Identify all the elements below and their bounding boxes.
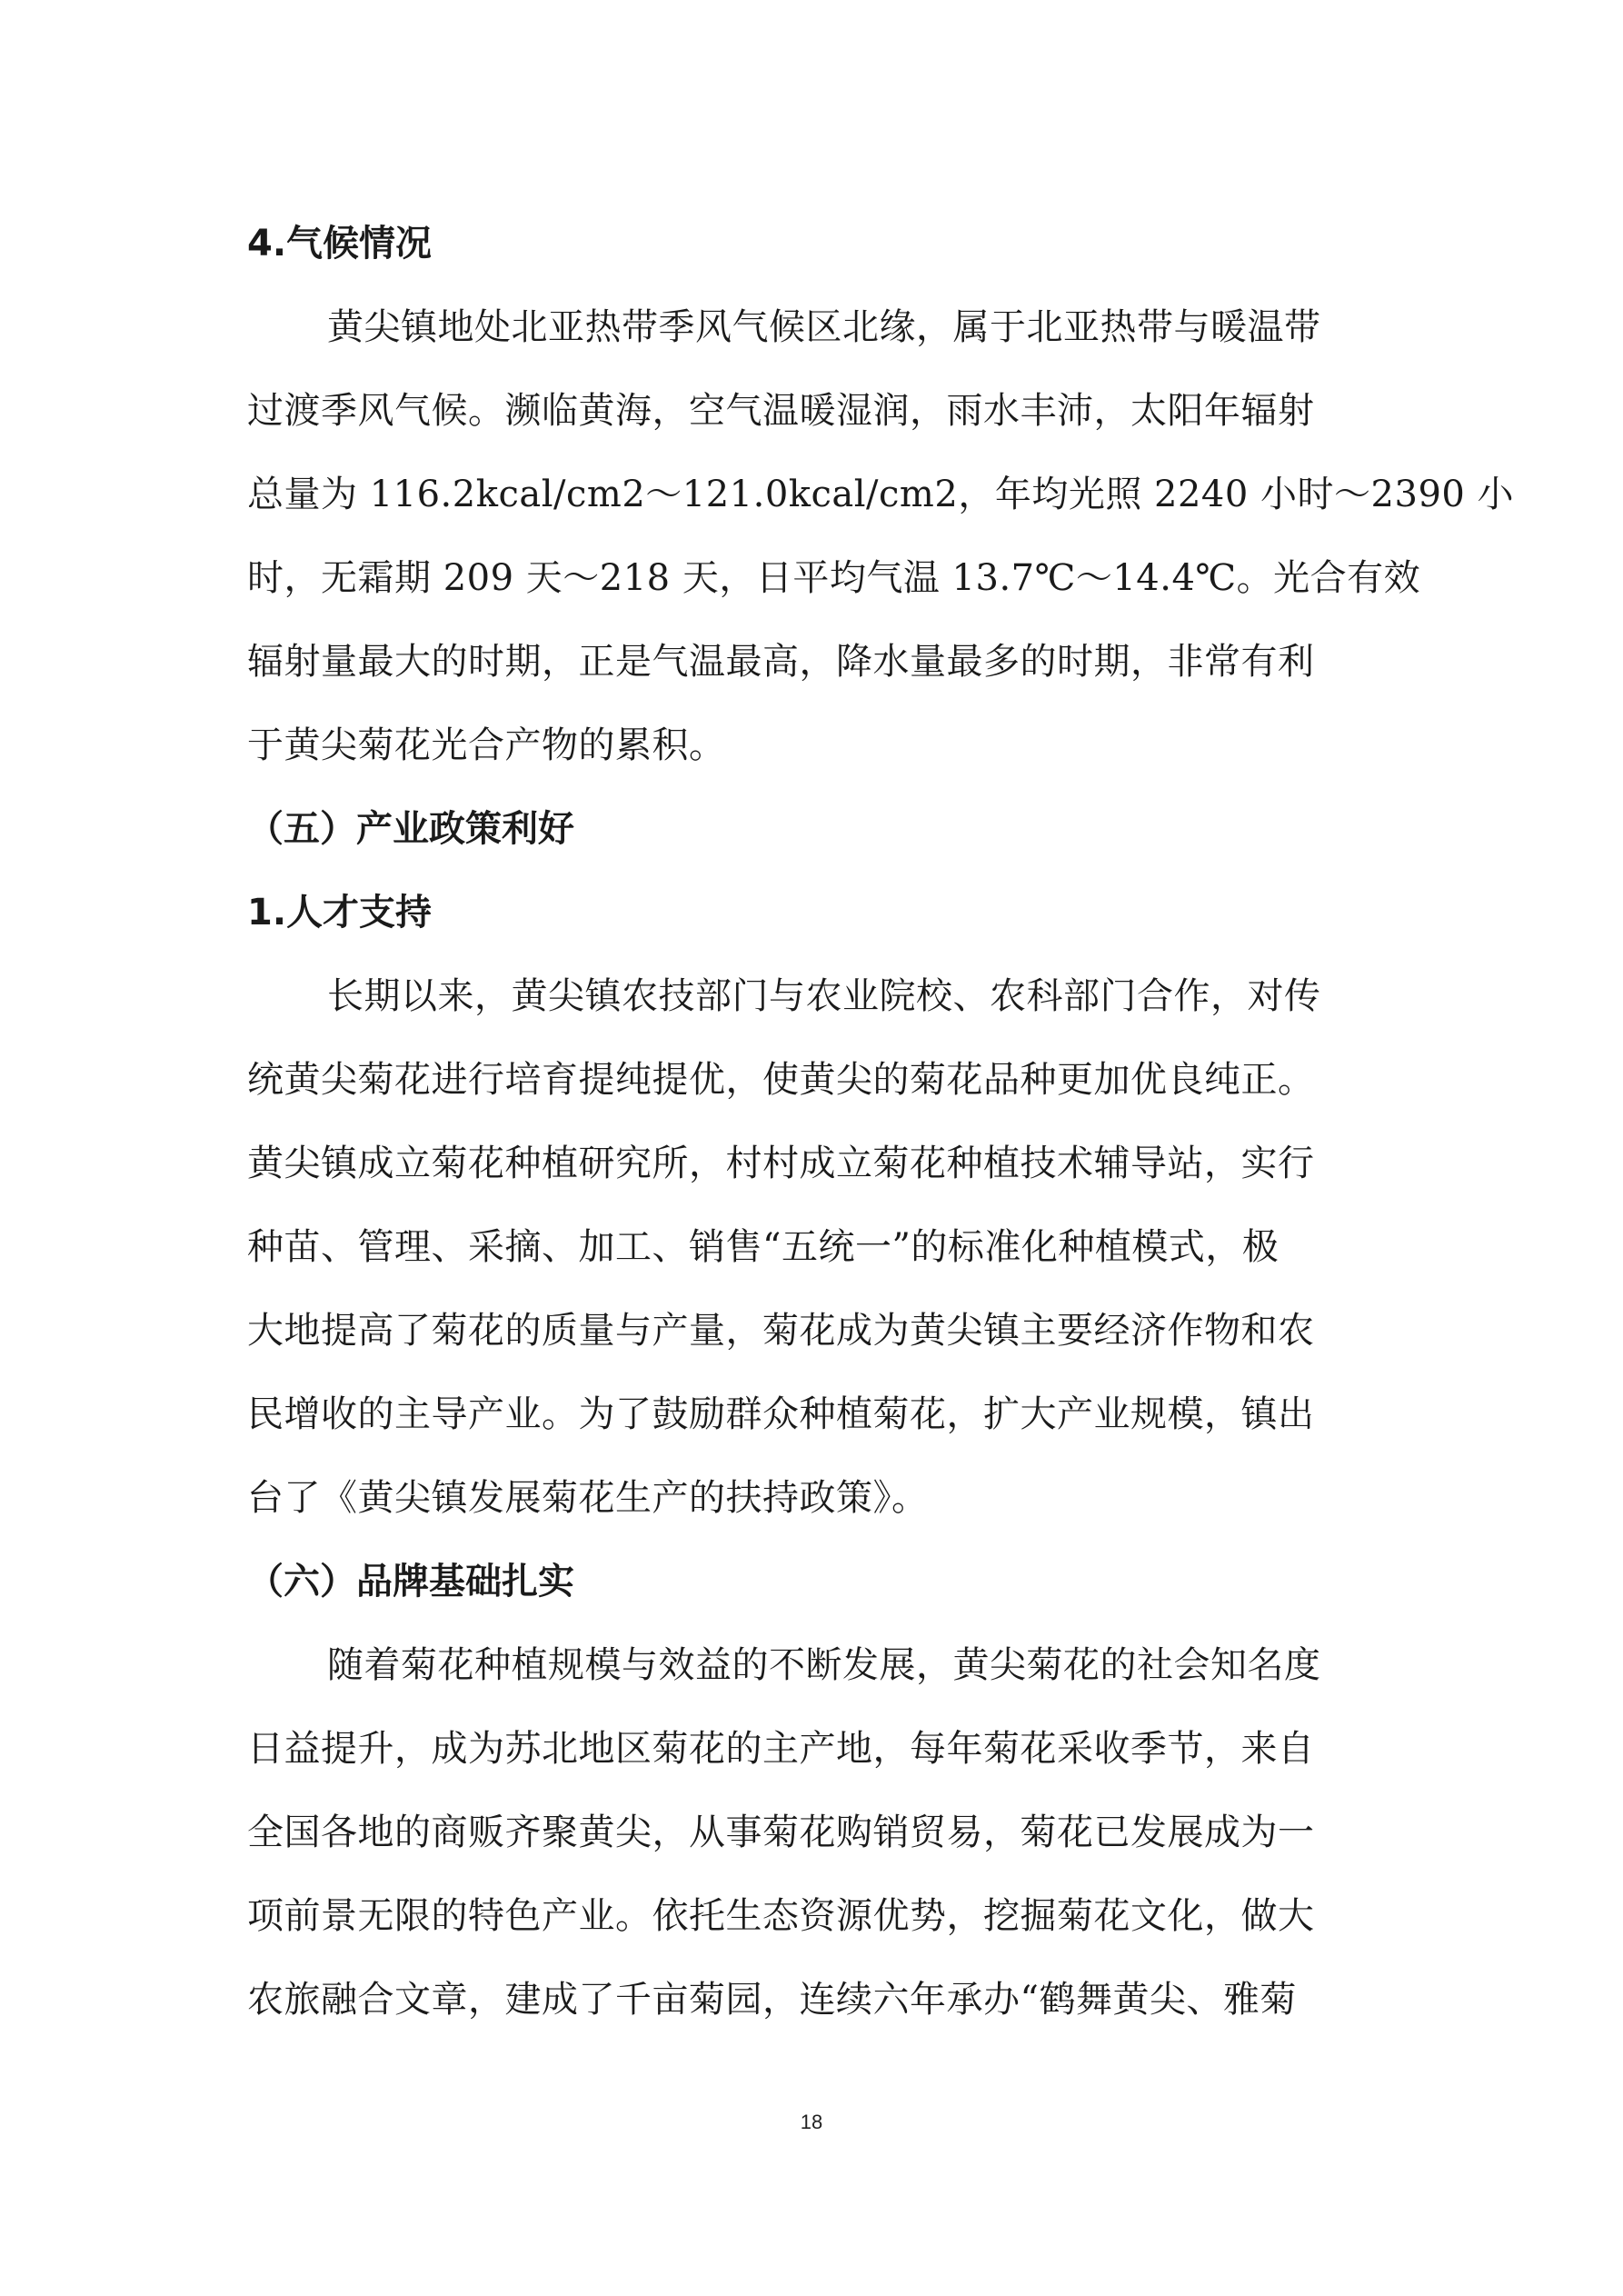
text-line: 大地提高了菊花的质量与产量，菊花成为黄尖镇主要经济作物和农	[247, 1310, 1315, 1352]
text-line: 过渡季风气候。濒临黄海，空气温暖湿润，雨水丰沛，太阳年辐射	[247, 390, 1315, 432]
text-line: 辐射量最大的时期，正是气温最高，降水量最多的时期，非常有利	[247, 641, 1315, 683]
paragraph-talent-support	[247, 954, 1394, 1540]
text-line: 项前景无限的特色产业。依托生态资源优势，挖掘菊花文化，做大	[247, 1895, 1315, 1937]
text-line: 统黄尖菊花进行培育提纯提优，使黄尖的菊花品种更加优良纯正。	[247, 1059, 1315, 1101]
section-heading-brand-foundation: （六）品牌基础扎实	[247, 1561, 574, 1602]
section-heading-industry-policy: （五）产业政策利好	[247, 808, 574, 850]
document-body	[247, 202, 1515, 2041]
text-line: 农旅融合文章，建成了千亩菊园，连续六年承办“鹤舞黄尖、雅菊	[247, 1979, 1297, 2021]
text-line: 黄尖镇地处北亚热带季风气候区北缘，属于北亚热带与暖温带	[327, 306, 1321, 348]
text-line: 随着菊花种植规模与效益的不断发展，黄尖菊花的社会知名度	[327, 1644, 1321, 1686]
paragraph-brand-foundation	[247, 1623, 1394, 2041]
text-line: 黄尖镇成立菊花种植研究所，村村成立菊花种植技术辅导站，实行	[247, 1143, 1315, 1184]
section-heading-talent-support: 1.人才支持	[247, 892, 433, 933]
text-line: 民增收的主导产业。为了鼓励群众种植菊花，扩大产业规模，镇出	[247, 1393, 1315, 1435]
text-line: 于黄尖菊花光合产物的累积。	[247, 724, 726, 766]
text-line: 全国各地的商贩齐聚黄尖，从事菊花购销贸易，菊花已发展成为一	[247, 1812, 1315, 1853]
page-number: 18	[800, 2111, 823, 2133]
text-line: 种苗、管理、采摘、加工、销售“五统一”的标准化种植模式，极	[247, 1226, 1279, 1268]
paragraph-climate	[247, 285, 1515, 787]
text-line: 时，无霜期 209 天～218 天，日平均气温 13.7℃～14.4℃。光合有效	[247, 557, 1421, 599]
text-line: 日益提升，成为苏北地区菊花的主产地，每年菊花采收季节，来自	[247, 1728, 1315, 1770]
text-line: 长期以来，黄尖镇农技部门与农业院校、农科部门合作，对传	[327, 975, 1321, 1017]
text-line: 总量为 116.2kcal/cm2～121.0kcal/cm2，年均光照 2240 小时～2390 小	[247, 474, 1515, 515]
section-heading-climate: 4.气候情况	[247, 223, 433, 265]
text-line: 台了《黄尖镇发展菊花生产的扶持政策》。	[247, 1477, 929, 1519]
